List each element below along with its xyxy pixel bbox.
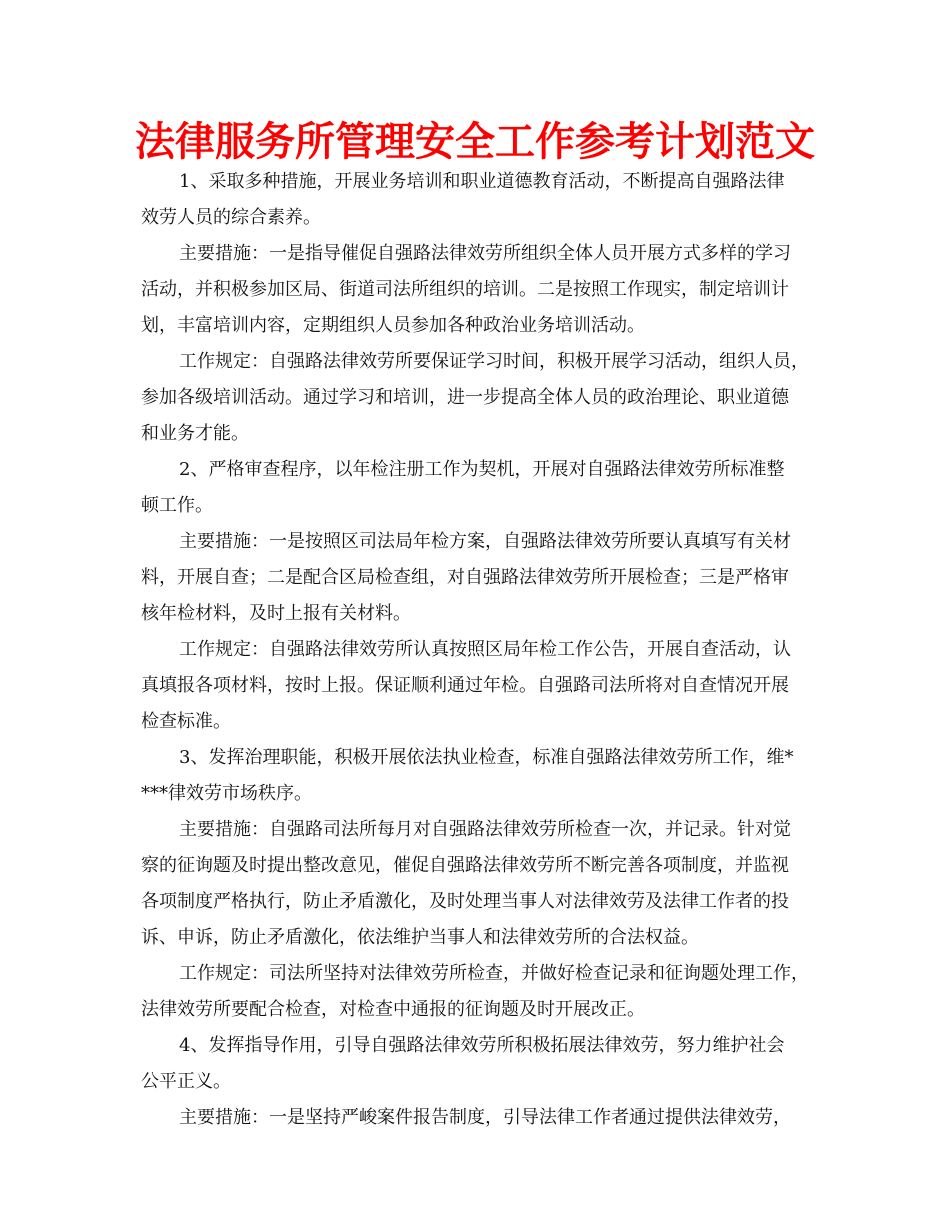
body-line: 1、采取多种措施，开展业务培训和职业道德教育活动，不断提高自强路法律 (179, 171, 785, 192)
body-line: 4、发挥指导作用，引导自强路法律效劳所积极拓展法律效劳，努力维护社会 (179, 1035, 785, 1056)
body-line: 主要措施：自强路司法所每月对自强路法律效劳所检查一次，并记录。针对觉 (179, 819, 791, 840)
body-line: 划，丰富培训内容，定期组织人员参加各种政治业务培训活动。 (141, 315, 645, 336)
document-body (141, 164, 816, 1136)
body-line: 2、严格审查程序，以年检注册工作为契机，开展对自强路法律效劳所标准整 (179, 459, 785, 480)
document-title: 法律服务所管理安全工作参考计划范文 (135, 119, 815, 165)
body-line: 诉、申诉，防止矛盾激化，依法维护当事人和法律效劳所的合法权益。 (141, 927, 699, 948)
body-line: 核年检材料，及时上报有关材料。 (141, 603, 411, 624)
body-line: 真填报各项材料，按时上报。保证顺利通过年检。自强路司法所将对自查情况开展 (141, 675, 789, 696)
body-line: 主要措施：一是指导催促自强路法律效劳所组织全体人员开展方式多样的学习 (179, 243, 791, 264)
body-line: 公平正义。 (141, 1071, 231, 1092)
body-line: ***律效劳市场秩序。 (141, 783, 312, 804)
body-line: 主要措施：一是按照区司法局年检方案，自强路法律效劳所要认真填写有关材 (179, 531, 791, 552)
body-line: 检查标准。 (141, 711, 231, 732)
body-line: 料，开展自查；二是配合区局检查组，对自强路法律效劳所开展检查；三是严格审 (141, 567, 789, 588)
body-line: 工作规定：自强路法律效劳所认真按照区局年检工作公告，开展自查活动，认 (179, 639, 791, 660)
body-line: 顿工作。 (141, 495, 213, 516)
body-line: 和业务才能。 (141, 423, 249, 444)
body-line: 参加各级培训活动。通过学习和培训，进一步提高全体人员的政治理论、职业道德 (141, 387, 789, 408)
body-line: 效劳人员的综合素养。 (141, 207, 321, 228)
body-line: 工作规定：自强路法律效劳所要保证学习时间，积极开展学习活动，组织人员， (179, 351, 809, 372)
body-line: 工作规定：司法所坚持对法律效劳所检查，并做好检查记录和征询题处理工作， (179, 963, 809, 984)
body-line: 3、发挥治理职能，积极开展依法执业检查，标准自强路法律效劳所工作，维* (179, 747, 794, 768)
body-line: 察的征询题及时提出整改意见，催促自强路法律效劳所不断完善各项制度，并监视 (141, 855, 789, 876)
body-line: 法律效劳所要配合检查，对检查中通报的征询题及时开展改正。 (141, 999, 645, 1020)
body-line: 各项制度严格执行，防止矛盾激化，及时处理当事人对法律效劳及法律工作者的投 (141, 891, 789, 912)
body-line: 主要措施：一是坚持严峻案件报告制度，引导法律工作者通过提供法律效劳， (179, 1107, 791, 1128)
body-line: 活动，并积极参加区局、街道司法所组织的培训。二是按照工作现实，制定培训计 (141, 279, 789, 300)
